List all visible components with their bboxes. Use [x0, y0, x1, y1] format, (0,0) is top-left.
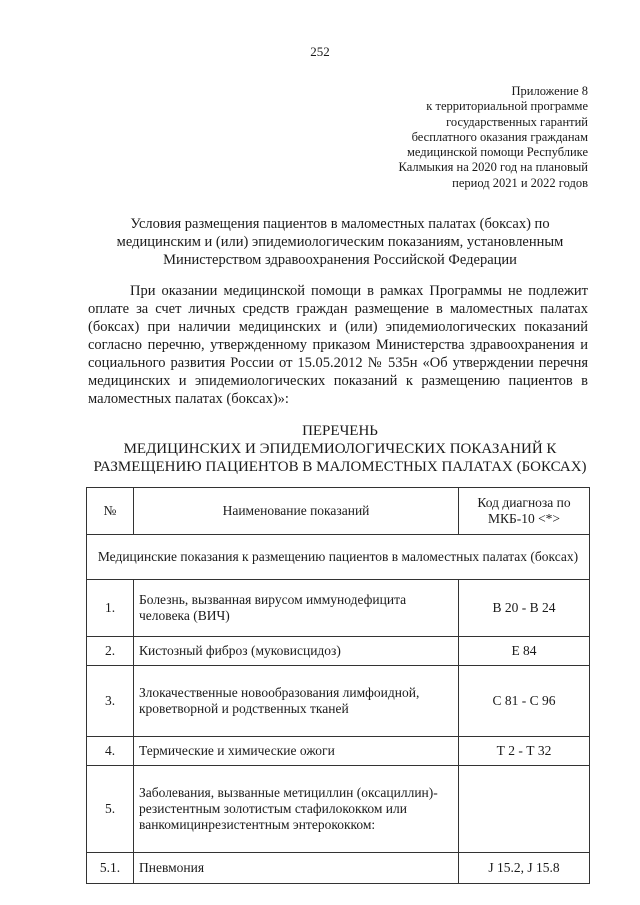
- table-row: [87, 737, 590, 766]
- conditions-title: [80, 215, 600, 269]
- row-code: Е 84: [459, 637, 590, 666]
- row-name: Заболевания, вызванные метициллин (оксациллин)-резистентным золотистым стафилококком или ванкомицинрезистентным энтерококком:: [134, 766, 459, 853]
- row-name: Кистозный фиброз (муковисцидоз): [134, 637, 459, 666]
- appendix-line: Калмыкия на 2020 год на плановый: [398, 160, 588, 175]
- row-code: J 15.2, J 15.8: [459, 853, 590, 884]
- row-code: С 81 - С 96: [459, 666, 590, 737]
- conditions-title-line: Министерством здравоохранения Российской Федерации: [163, 252, 517, 268]
- conditions-title-line: медицинским и (или) эпидемиологическим показаниям, установленным: [116, 234, 564, 250]
- appendix-line: к территориальной программе: [426, 99, 588, 114]
- appendix-heading: [399, 84, 588, 191]
- header-name: Наименование показаний: [134, 488, 459, 535]
- row-name: Болезнь, вызванная вирусом иммунодефицита человека (ВИЧ): [134, 580, 459, 637]
- conditions-title-line: Условия размещения пациентов в маломестных палатах (боксах) по: [130, 216, 550, 232]
- row-number: 3.: [87, 666, 134, 737]
- row-code: В 20 - В 24: [459, 580, 590, 637]
- row-number: 1.: [87, 580, 134, 637]
- appendix-line: государственных гарантий: [446, 114, 588, 129]
- header-number: №: [87, 488, 134, 535]
- appendix-line: Приложение 8: [511, 84, 588, 98]
- row-name: Злокачественные новообразования лимфоидной, кроветворной и родственных тканей: [134, 666, 459, 737]
- list-title-line: МЕДИЦИНСКИХ И ЭПИДЕМИОЛОГИЧЕСКИХ ПОКАЗАНИЙ К: [123, 441, 557, 457]
- table-row: [87, 666, 590, 737]
- appendix-line: период 2021 и 2022 годов: [452, 175, 588, 190]
- row-code: Т 2 - Т 32: [459, 737, 590, 766]
- row-number: 4.: [87, 737, 134, 766]
- table-row: [87, 637, 590, 666]
- row-name: Термические и химические ожоги: [134, 737, 459, 766]
- table-header-row: [87, 488, 590, 535]
- appendix-line: медицинской помощи Республике: [406, 145, 588, 160]
- list-title: [80, 422, 600, 476]
- list-title-line: ПЕРЕЧЕНЬ: [302, 423, 378, 439]
- section-heading-row: [87, 535, 590, 580]
- indications-table: [86, 487, 590, 884]
- appendix-line: бесплатного оказания гражданам: [411, 129, 588, 144]
- row-number: 5.: [87, 766, 134, 853]
- header-code: Код диагноза по МКБ-10 <*>: [459, 488, 590, 535]
- table-row: [87, 580, 590, 637]
- table-row: [87, 766, 590, 853]
- row-code: [459, 766, 590, 853]
- list-title-line: РАЗМЕЩЕНИЮ ПАЦИЕНТОВ В МАЛОМЕСТНЫХ ПАЛАТАХ (БОКСАХ): [93, 459, 587, 475]
- body-paragraph: При оказании медицинской помощи в рамках Программы не подлежит оплате за счет личных средств граждан размещение в маломестных палатах (боксах) при наличии медицинских и (или) эпидемиологических показаний согласно перечню, утвержденному приказом Министерства здравоохранения и социального развития России от 15.05.2012 № 535н «Об утверждении перечня медицинских и эпидемиологических показаний к размещению пациентов в маломестных палатах (боксах)»:: [88, 283, 588, 407]
- row-number: 2.: [87, 637, 134, 666]
- section-heading: Медицинские показания к размещению пациентов в маломестных палатах (боксах): [87, 535, 590, 580]
- table-row: [87, 853, 590, 884]
- row-number: 5.1.: [87, 853, 134, 884]
- row-name: Пневмония: [134, 853, 459, 884]
- page-number: 252: [310, 44, 330, 59]
